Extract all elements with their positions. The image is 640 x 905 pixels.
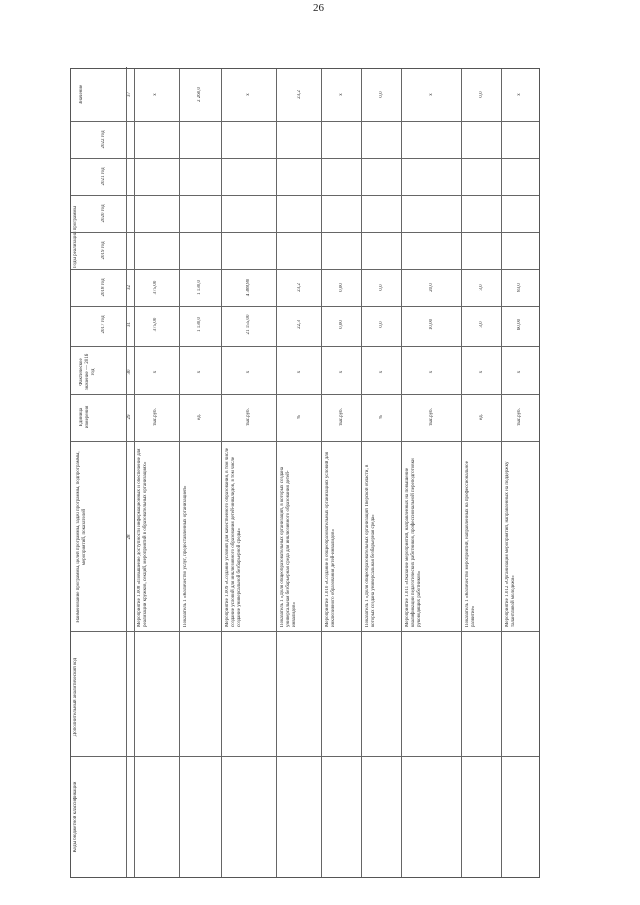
row-1-unit: тыс.руб. bbox=[153, 408, 158, 426]
col-number-30: 30 bbox=[127, 369, 132, 375]
row-2-base: х bbox=[197, 370, 202, 374]
row-1-text: Мероприятие 1.008 «Повышение доступности информационных и обеспечение для реализации кружков, секций, мероприятий в образовательных организациях» bbox=[137, 448, 148, 627]
row-8-text: Показатель 1 «Количество мероприятий, направленных на профессиональное развитие» bbox=[465, 461, 476, 627]
row-1-final: х bbox=[153, 93, 158, 96]
row-6-final: 0,0 bbox=[379, 91, 384, 98]
page-number: 26 bbox=[313, 2, 324, 14]
header-year-2021: 2021 год bbox=[101, 167, 106, 186]
row-4-final: 23,2 bbox=[297, 90, 302, 99]
row-6-2018: 0,0 bbox=[379, 284, 384, 291]
row-2-2018: 1 130,0 bbox=[197, 280, 202, 295]
header-unit: Единица измерения bbox=[79, 405, 90, 429]
rotated-table-container bbox=[70, 68, 540, 878]
row-7-text: Мероприятие 1.011 «Оказание мероприятий, направленных на повышение квалификации педагогических работников, профессиональной переподготовки руководящих работников» bbox=[405, 458, 422, 627]
row-1-2017: 375,00 bbox=[153, 317, 158, 332]
row-9-2018: 83,0 bbox=[517, 283, 522, 292]
row-9-2017: 60,00 bbox=[517, 318, 522, 331]
header-year-2018: 2018 год bbox=[101, 278, 106, 297]
row-9-text: Мероприятие 1.012 «Организация мероприятий, направленных на поддержку талантливой молодежи» bbox=[505, 461, 516, 627]
header-additional-codes: Дополнительный аналитический код bbox=[73, 657, 78, 737]
header-final-value: Значение bbox=[79, 84, 84, 105]
row-4-text: Показатель 1 «Доля общеобразовательных организаций, в которых создана универсальная безбарьерная среда для инклюзивного образования детей-инвалидов» bbox=[280, 466, 297, 627]
row-7-unit: тыс.руб. bbox=[429, 408, 434, 426]
row-3-final: х bbox=[246, 93, 251, 96]
row-1-2018: 375,00 bbox=[153, 280, 158, 295]
row-2-unit: ед. bbox=[197, 414, 202, 420]
budget-table bbox=[70, 68, 540, 878]
row-5-final: х bbox=[339, 93, 344, 96]
row-3-text: Мероприятие 1.009 «Создание условий для качественного образования, в том числе создание условий для инклюзивного образования детей-инвалидов, в том числе создание универсальной безбарьерной среды» bbox=[225, 448, 242, 627]
row-4-2017: 22,3 bbox=[297, 320, 302, 329]
col-number-29: 29 bbox=[127, 414, 132, 420]
col-number-32: 32 bbox=[127, 285, 132, 290]
row-6-base: х bbox=[379, 370, 384, 374]
row-3-2017: 21 155,00 bbox=[246, 314, 251, 335]
col-number-37: 37 bbox=[127, 92, 132, 97]
col-number-31: 31 bbox=[127, 322, 132, 327]
col-number-28: 28 bbox=[127, 534, 132, 540]
row-9-unit: тыс.руб. bbox=[517, 408, 522, 426]
row-8-final: 0,0 bbox=[479, 91, 484, 98]
header-year-2020: 2020 год bbox=[101, 204, 106, 223]
row-4-unit: % bbox=[297, 414, 302, 420]
header-years-label: Годы реализации программы bbox=[73, 206, 78, 268]
row-5-2018: 0,00 bbox=[339, 283, 344, 292]
row-7-2018: 20,0 bbox=[429, 283, 434, 292]
row-8-base: х bbox=[479, 370, 484, 374]
row-5-unit: тыс.руб. bbox=[339, 408, 344, 426]
row-6-unit: % bbox=[379, 414, 384, 420]
header-year-2019: 2019 год bbox=[101, 241, 106, 260]
row-1-base: х bbox=[153, 370, 158, 374]
row-6-2017: 0,0 bbox=[379, 321, 384, 328]
row-5-2017: 0,00 bbox=[339, 320, 344, 329]
header-year-2022: 2022 год bbox=[101, 130, 106, 149]
row-2-final: 2 260,0 bbox=[197, 87, 202, 102]
row-5-base: х bbox=[339, 370, 344, 374]
row-4-2018: 23,2 bbox=[297, 283, 302, 292]
row-2-2017: 1 130,0 bbox=[197, 317, 202, 332]
header-base-year: Фактическое значение — 2016 год bbox=[79, 353, 96, 391]
row-9-final: х bbox=[517, 93, 522, 96]
header-budget-codes: Коды бюджетной классификации bbox=[73, 781, 78, 853]
row-3-unit: тыс.руб. bbox=[246, 408, 251, 426]
header-name: Наименование программы, целей программы, задач программы, подпрограммы, мероприятий, показателей bbox=[76, 451, 87, 623]
row-6-text: Показатель 1 «Доля общеобразовательных организаций Тверской области, в которых создана универсальная безбарьерная среда» bbox=[365, 464, 376, 627]
row-7-final: х bbox=[429, 93, 434, 96]
row-7-base: х bbox=[429, 370, 434, 374]
row-5-text: Мероприятие 1.010 «Создание в общеобразовательных организациях условий для инклюзивного образования детей-инвалидов» bbox=[325, 452, 336, 627]
row-7-2017: 10,00 bbox=[429, 318, 434, 331]
row-4-base: х bbox=[297, 370, 302, 374]
row-3-2018: 4 388,80 bbox=[246, 278, 251, 297]
header-year-2017: 2017 год bbox=[101, 315, 106, 334]
row-9-base: х bbox=[517, 370, 522, 374]
row-8-2017: 3,0 bbox=[479, 321, 484, 328]
row-8-2018: 3,0 bbox=[479, 284, 484, 291]
row-3-base: х bbox=[246, 370, 251, 374]
row-2-text: Показатель 1 «Количество услуг, предоставленных организацией» bbox=[183, 485, 188, 627]
row-8-unit: ед. bbox=[479, 414, 484, 420]
